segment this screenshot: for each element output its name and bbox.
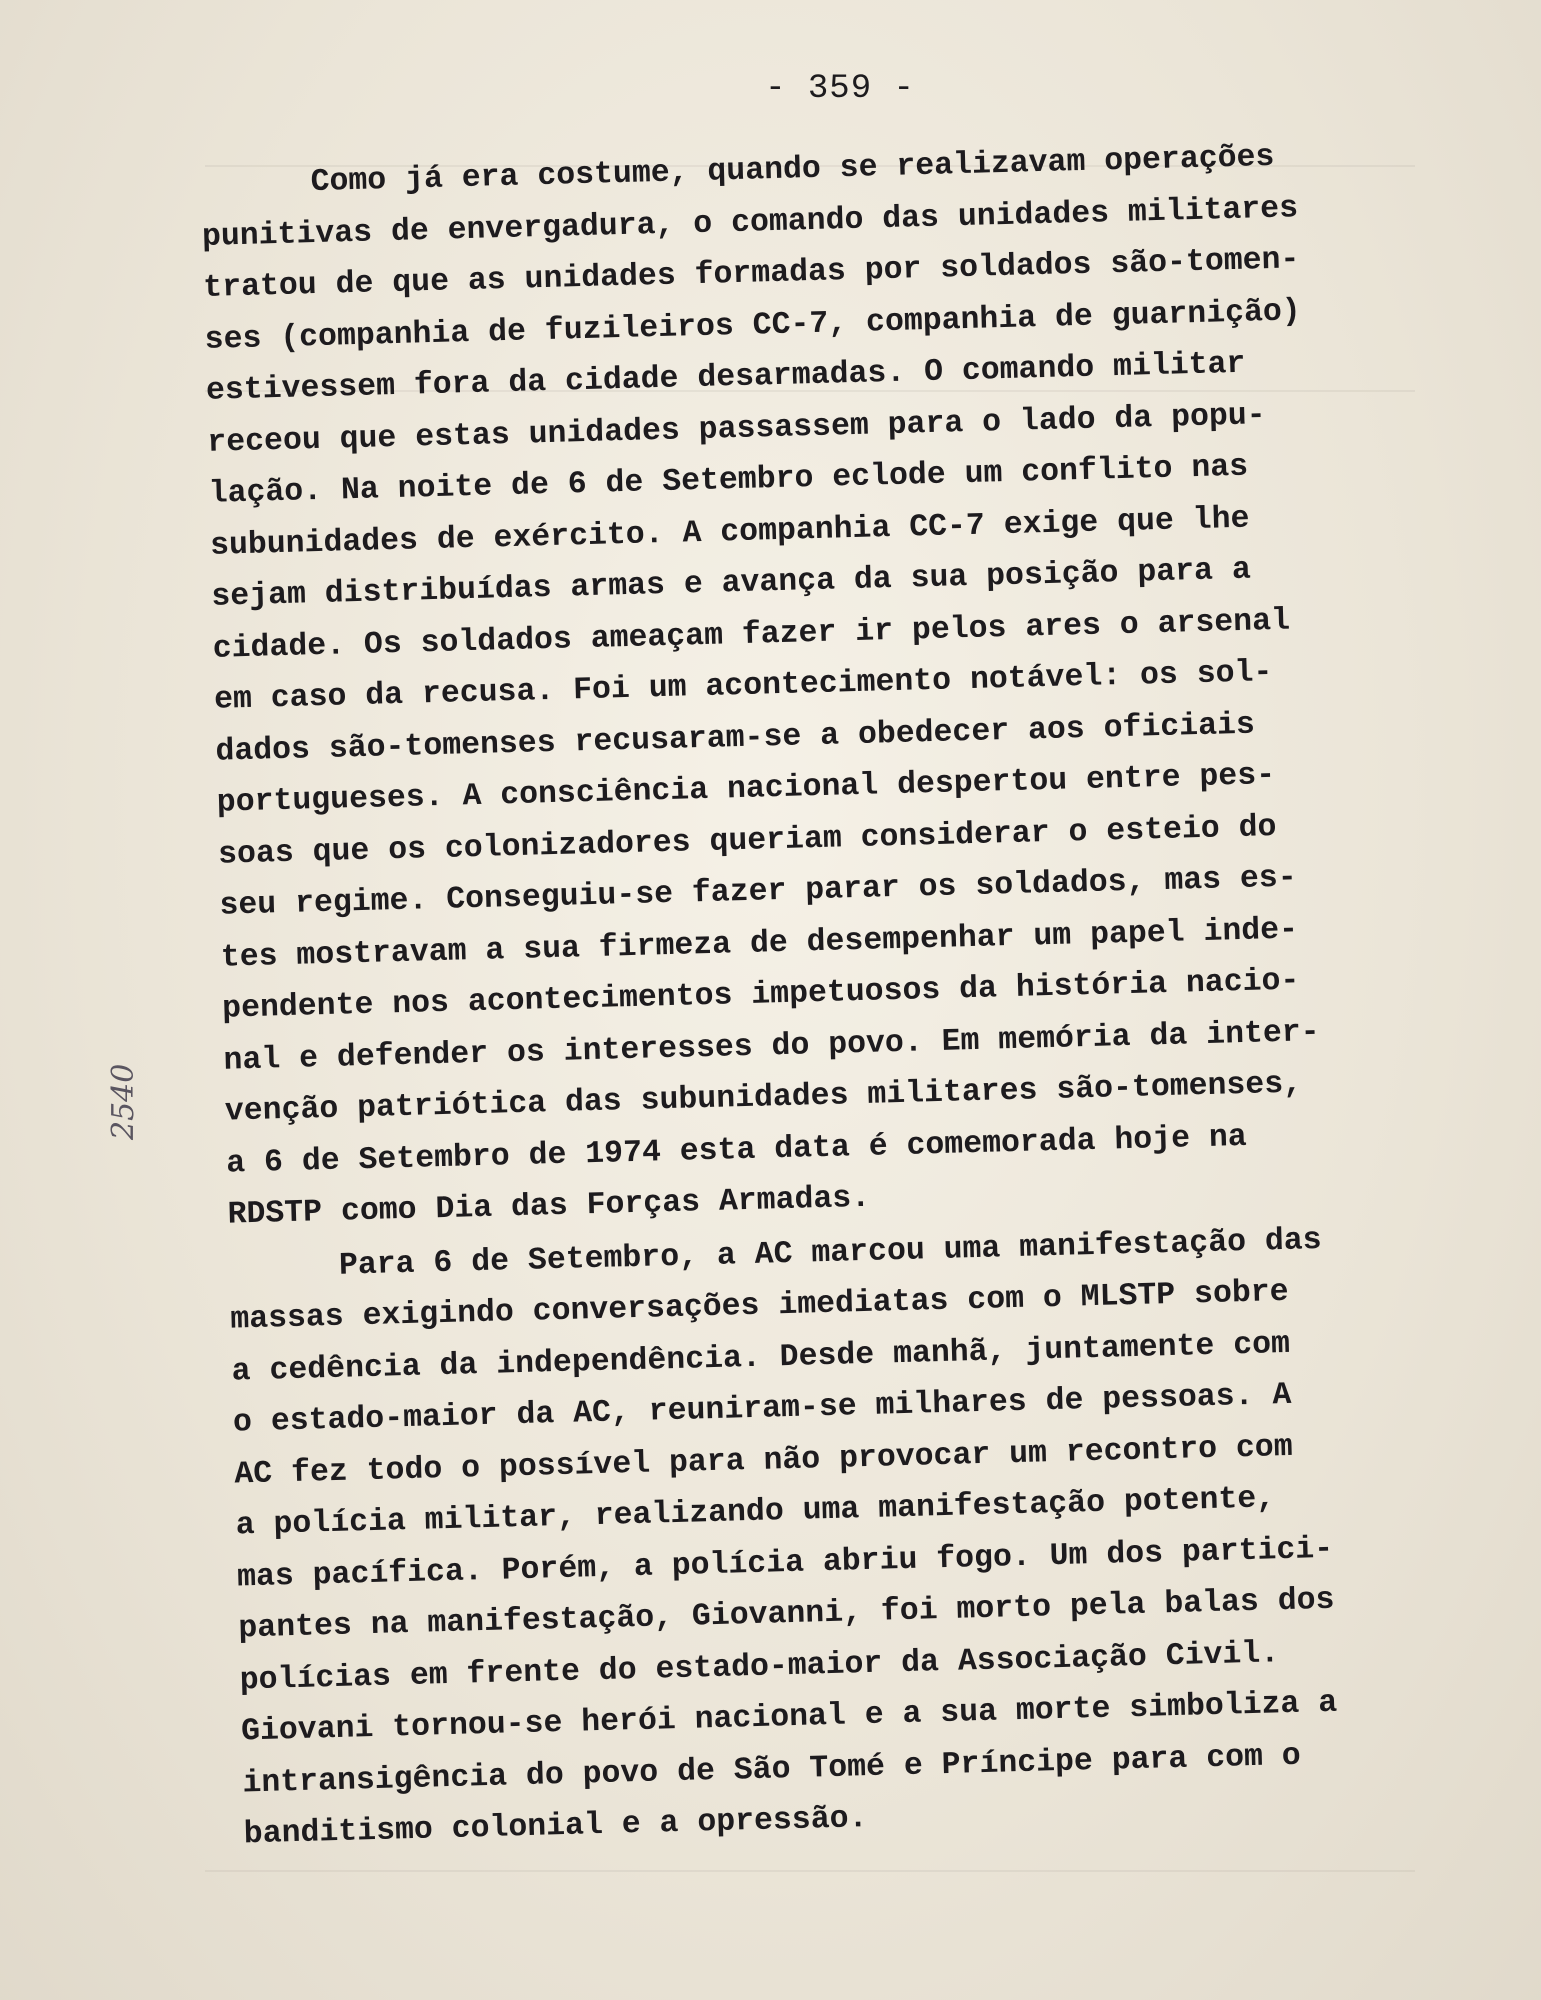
text-line: polícias em frente do estado-maior da Associação Civil. [239, 1635, 1280, 1698]
text-line: subunidades de exército. A companhia CC-7 exige que lhe [209, 501, 1250, 564]
text-line: sejam distribuídas armas e avança da sua posição para a [210, 552, 1252, 615]
show-through-line [205, 1870, 1415, 1872]
text-line: Giovani tornou-se herói nacional e a sua morte simboliza a [240, 1685, 1338, 1750]
text-line: Para 6 de Setembro, a AC marcou uma manifestação das [338, 1222, 1323, 1284]
text-line: Como já era costume, quando se realizavam operações [310, 139, 1275, 201]
text-line: soas que os colonizadores queriam considerar o esteio do [217, 809, 1277, 873]
text-line: banditismo colonial e a opressão. [243, 1801, 868, 1853]
text-line: o estado-maior da AC, reuniram-se milhares de pessoas. A [232, 1377, 1292, 1441]
page-number: - 359 - [765, 70, 915, 108]
handwritten-margin-note: 2540 [106, 1063, 141, 1140]
text-line: tratou de que as unidades formadas por soldados são-tomen- [202, 242, 1300, 306]
text-line: RDSTP como Dia das Forças Armadas. [227, 1180, 871, 1233]
text-line: pendente nos acontecimentos impetuosos da história nacio- [221, 963, 1300, 1027]
text-line: venção patriótica das subunidades militares são-tomenses, [224, 1066, 1303, 1130]
text-line: mas pacífica. Porém, a polícia abriu fogo. Um dos partici- [236, 1531, 1334, 1596]
text-line: em caso da recusa. Foi um acontecimento notável: os sol- [213, 655, 1273, 718]
text-line: a polícia militar, realizando uma manifestação potente, [235, 1481, 1276, 1544]
text-line: a 6 de Setembro de 1974 esta data é comemorada hoje na [225, 1119, 1248, 1182]
text-line: estivessem fora da cidade desarmadas. O comando militar [205, 346, 1246, 409]
text-line: ses (companhia de fuzileiros CC-7, companhia de guarnição) [204, 293, 1302, 358]
text-line: AC fez todo o possível para não provocar um recontro com [233, 1429, 1294, 1493]
text-line: dados são-tomenses recusaram-se a obedecer aos oficiais [215, 707, 1256, 770]
body-text [200, 127, 1494, 1861]
text-line: seu regime. Conseguiu-se fazer parar os soldados, mas es- [219, 860, 1298, 924]
text-line: intransigência do povo de São Tomé e Príncipe para com o [242, 1738, 1302, 1801]
text-line: cidade. Os soldados ameaçam fazer ir pelos ares o arsenal [212, 603, 1291, 667]
text-line: portugueses. A consciência nacional despertou entre pes- [216, 758, 1276, 821]
text-line: receou que estas unidades passassem para o lado da popu- [206, 397, 1267, 461]
text-line: punitivas de envergadura, o comando das unidades militares [201, 190, 1299, 255]
text-line: a cedência da independência. Desde manhã, juntamente com [231, 1326, 1291, 1390]
paragraph-1 [200, 127, 1478, 1241]
text-line: lação. Na noite de 6 de Setembro eclode um conflito nas [208, 449, 1249, 512]
text-line: nal e defender os interesses do povo. Em memória da inter- [223, 1014, 1321, 1079]
text-line: massas exigindo conversações imediatas com o MLSTP sobre [229, 1274, 1290, 1338]
text-line: tes mostravam a sua firmeza de desempenhar um papel inde- [220, 912, 1299, 976]
text-line: pantes na manifestação, Giovanni, foi morto pela balas dos [238, 1582, 1335, 1647]
paragraph-2 [228, 1210, 1494, 1861]
